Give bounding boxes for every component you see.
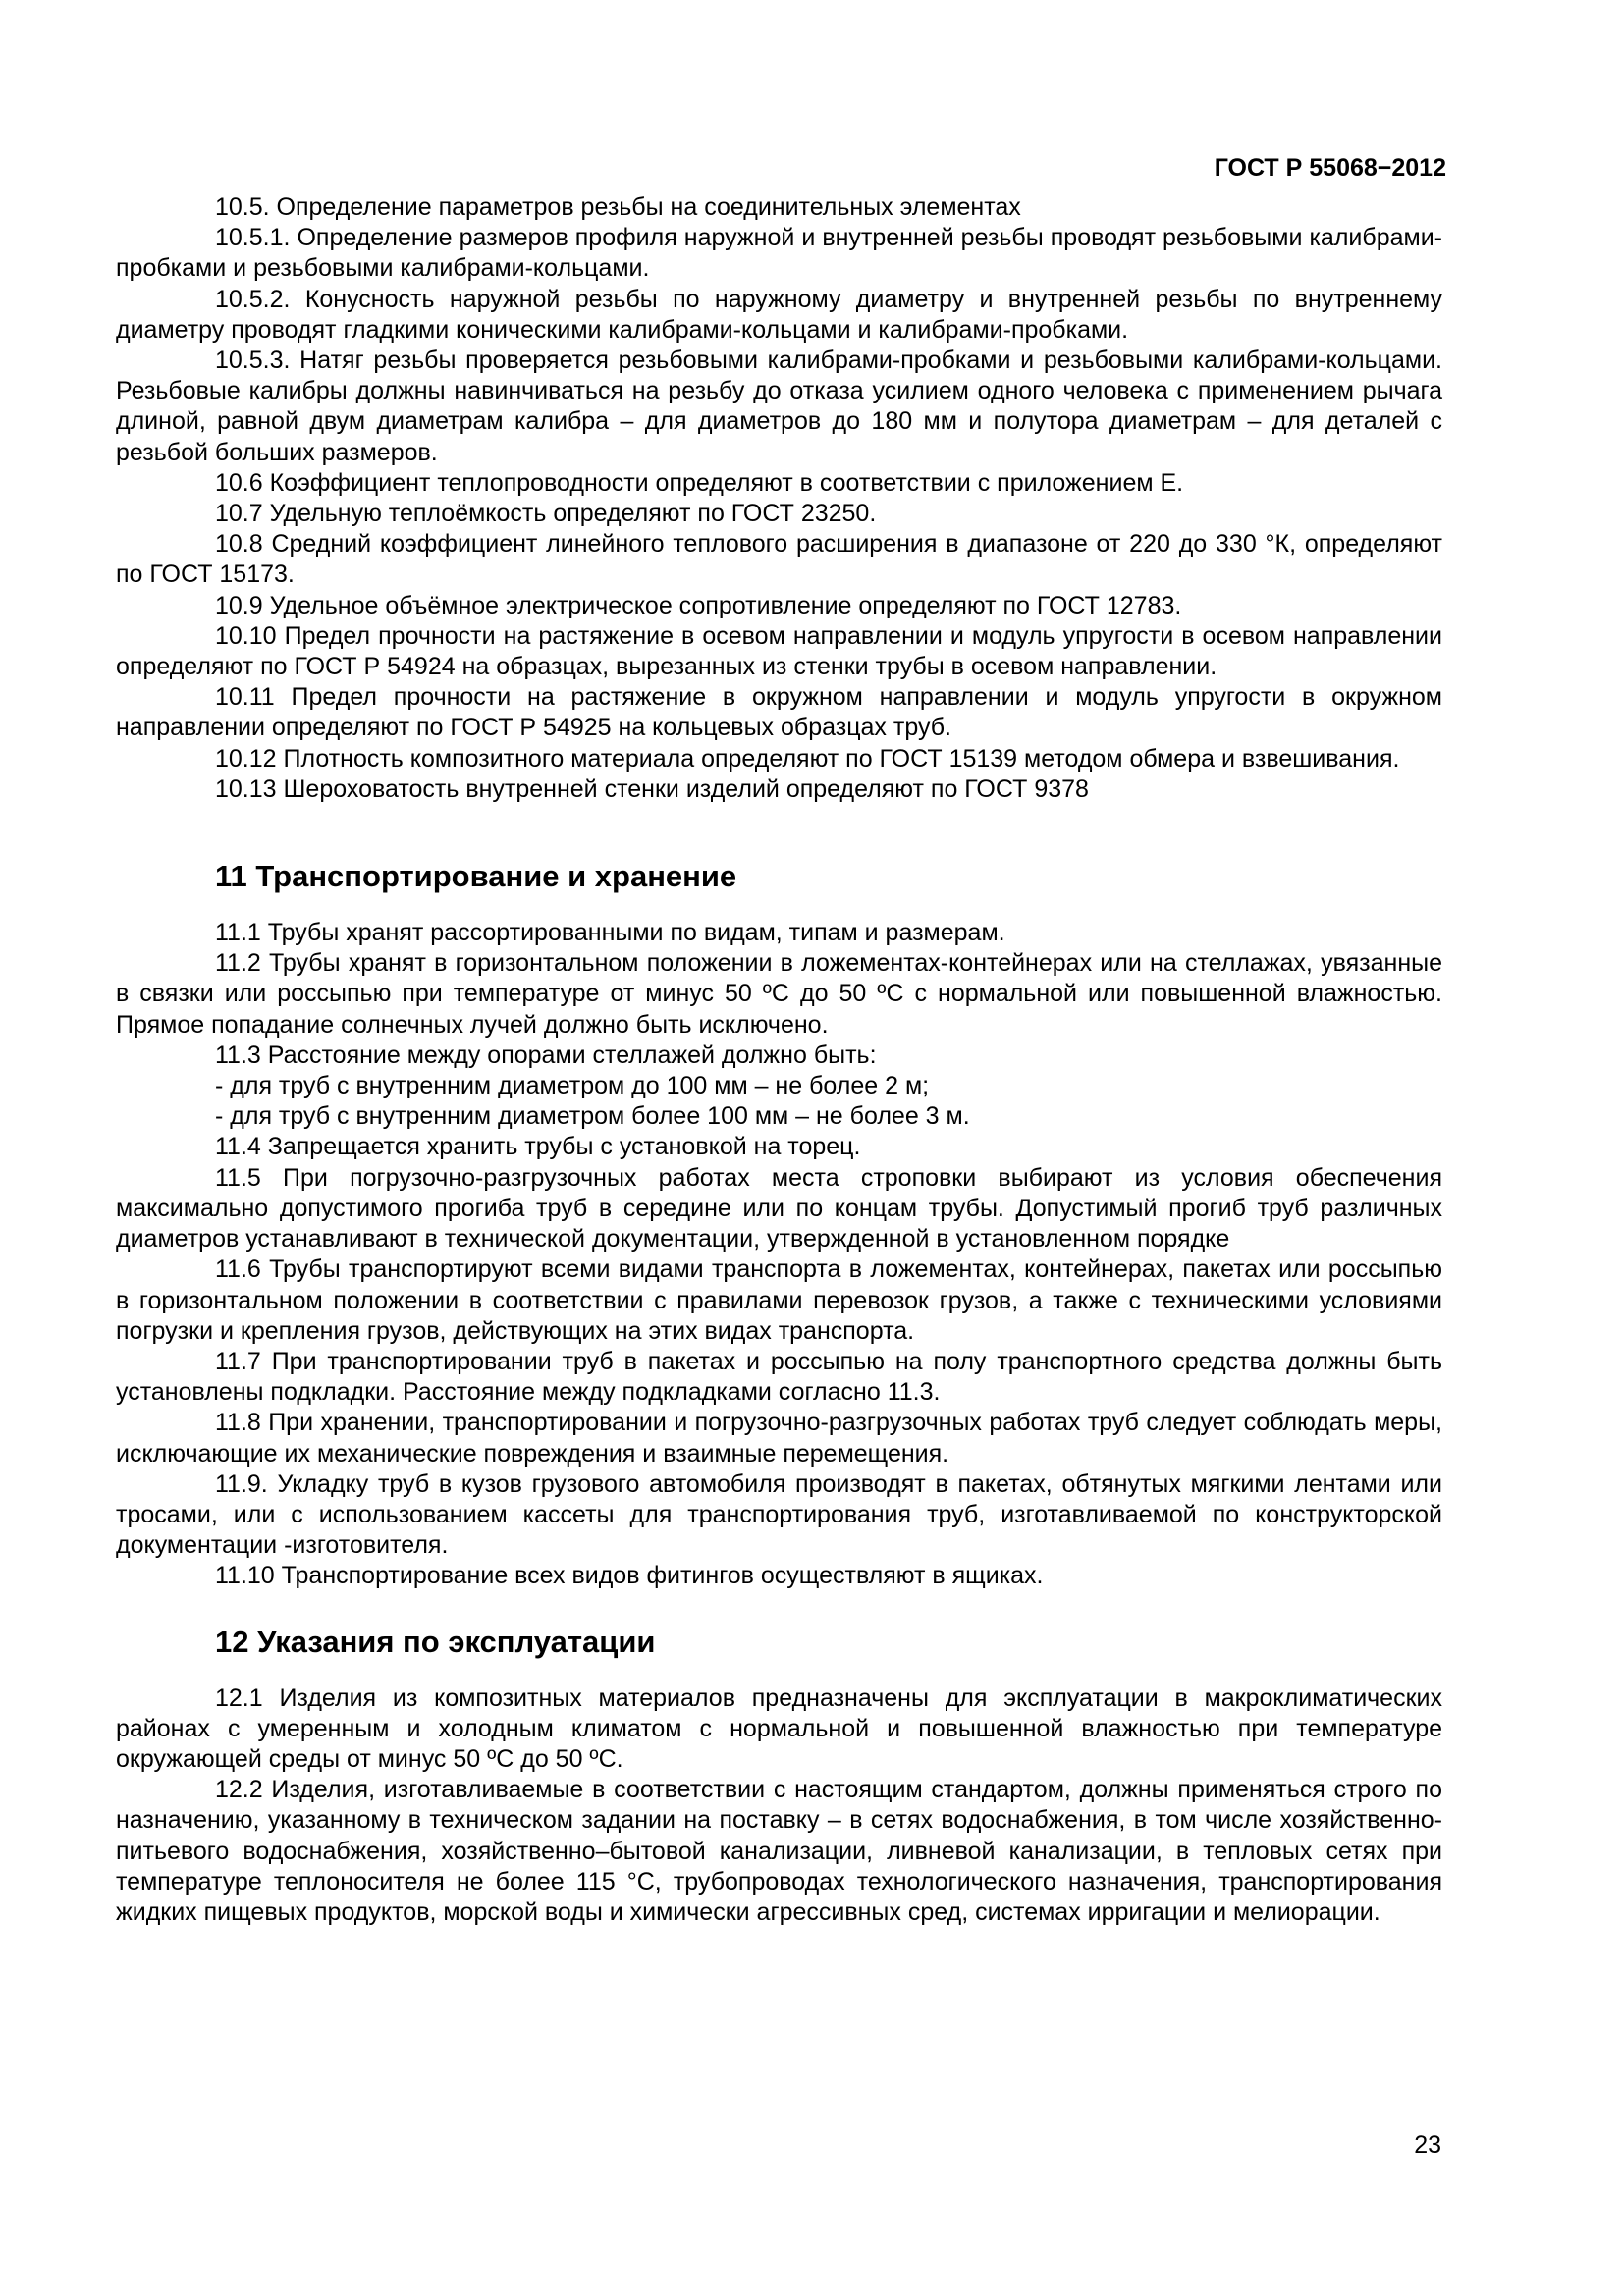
document-body (116, 192, 1442, 1928)
paragraph-10-7: 10.7 Удельную теплоёмкость определяют по ГОСТ 23250. (215, 500, 877, 528)
page-number: 23 (1414, 2131, 1441, 2159)
list-item-11-3-b: - для труб с внутренним диаметром более 100 мм – не более 3 м. (215, 1102, 970, 1131)
paragraph-10-10: 10.10 Предел прочности на растяжение в осевом направлении и модуль упругости в осевом направлении определяют по ГОСТ Р 54924 на образцах, вырезанных из стенки трубы в осевом направлении. (116, 621, 1442, 681)
spacer (116, 1592, 1442, 1623)
spacer (116, 1662, 1442, 1683)
paragraph-11-7: 11.7 При транспортировании труб в пакетах и россыпью на полу транспортного средства должны быть установлены подкладки. Расстояние между подкладками согласно 11.3. (116, 1347, 1442, 1407)
paragraph-10-5-3: 10.5.3. Натяг резьбы проверяется резьбовыми калибрами-пробками и резьбовыми калибрами-кольцами. Резьбовые калибры должны навинчиваться на резьбу до отказа усилием одного человека с применением рычага длиной, равной двум диаметрам калибра – для диаметров до 180 мм и полутора диаметрам – для деталей с резьбой больших размеров. (116, 347, 1442, 466)
section-11-heading: 11 Транспортирование и хранение (215, 859, 737, 894)
section-12-heading: 12 Указания по эксплуатации (215, 1624, 656, 1659)
paragraph-11-1: 11.1 Трубы хранят рассортированными по видам, типам и размерам. (215, 919, 1005, 947)
paragraph-10-9: 10.9 Удельное объёмное электрическое сопротивление определяют по ГОСТ 12783. (215, 591, 1182, 619)
paragraph-11-6: 11.6 Трубы транспортируют всеми видами транспорта в ложементах, контейнерах, пакетах или россыпью в горизонтальном положении в соответствии с правилами перевозок грузов, а также с техническими условиями погрузки и крепления грузов, действующих на этих видах транспорта. (116, 1255, 1442, 1345)
spacer (116, 896, 1442, 918)
paragraph-11-3: 11.3 Расстояние между опорами стеллажей должно быть: (215, 1041, 877, 1069)
paragraph-10-5-2: 10.5.2. Конусность наружной резьбы по наружному диаметру и внутренней резьбы по внутреннему диаметру проводят гладкими коническими калибрами-кольцами и калибрами-пробками. (116, 285, 1442, 344)
paragraph-11-5: 11.5 При погрузочно-разгрузочных работах места строповки выбирают из условия обеспечения максимально допустимого прогиба труб в середине или по концам трубы. Допустимый прогиб труб различных диаметров устанавливают в технической документации, утвержденной в установленном порядке (116, 1163, 1442, 1254)
paragraph-10-12: 10.12 Плотность композитного материала определяют по ГОСТ 15139 методом обмера и взвешивания. (215, 744, 1400, 773)
paragraph-12-2: 12.2 Изделия, изготавливаемые в соответствии с настоящим стандартом, должны применяться строго по назначению, указанному в техническом задании на поставку – в сетях водоснабжения, в том числе хозяйственно-питьевого водоснабжения, хозяйственно–бытовой канализации, ливневой канализации, в тепловых сетях при температуре теплоносителя не более 115 °С, трубопроводах технологического назначения, транспортирования жидких пищевых продуктов, морской воды и химически агрессивных сред, системах ирригации и мелиорации. (116, 1776, 1442, 1926)
paragraph-11-10: 11.10 Транспортирование всех видов фитингов осуществляют в ящиках. (215, 1562, 1044, 1590)
paragraph-10-5: 10.5. Определение параметров резьбы на соединительных элементах (215, 193, 1021, 221)
paragraph-11-2: 11.2 Трубы хранят в горизонтальном положении в ложементах-контейнерах или на стеллажах, увязанные в связки или россыпью при температуре от минус 50 ºС до 50 ºС с нормальной или повышенной влажностью. Прямое попадание солнечных лучей должно быть исключено. (116, 949, 1442, 1039)
list-item-11-3-a: - для труб с внутренним диаметром до 100 мм – не более 2 м; (215, 1072, 930, 1100)
standard-number: ГОСТ Р 55068−2012 (1214, 154, 1446, 182)
paragraph-11-4: 11.4 Запрещается хранить трубы с установкой на торец. (215, 1133, 861, 1161)
paragraph-12-1: 12.1 Изделия из композитных материалов предназначены для эксплуатации в макроклиматических районах с умеренным и холодным климатом с нормальной и повышенной влажностью при температуре окружающей среды от минус 50 ºС до 50 ºС. (116, 1683, 1442, 1773)
paragraph-10-11: 10.11 Предел прочности на растяжение в окружном направлении и модуль упругости в окружном направлении определяют по ГОСТ Р 54925 на кольцевых образцах труб. (116, 683, 1442, 742)
paragraph-11-9: 11.9. Укладку труб в кузов грузового автомобиля производят в пакетах, обтянутых мягкими лентами или тросами, или с использованием кассеты для транспортирования труб, изготавливаемой по конструкторской документации -изготовителя. (116, 1469, 1442, 1560)
paragraph-10-6: 10.6 Коэффициент теплопроводности определяют в соответствии с приложением Е. (215, 468, 1184, 497)
paragraph-10-5-1: 10.5.1. Определение размеров профиля наружной и внутренней резьбы проводят резьбовыми калибрами-пробками и резьбовыми калибрами-кольцами. (116, 224, 1442, 283)
paragraph-11-8: 11.8 При хранении, транспортировании и погрузочно-разгрузочных работах труб следует соблюдать меры, исключающие их механические повреждения и взаимные перемещения. (116, 1409, 1442, 1468)
paragraph-10-13: 10.13 Шероховатость внутренней стенки изделий определяют по ГОСТ 9378 (215, 774, 1089, 803)
paragraph-10-8: 10.8 Средний коэффициент линейного теплового расширения в диапазоне от 220 до 330 °К, определяют по ГОСТ 15173. (116, 530, 1442, 589)
spacer (116, 805, 1442, 857)
document-header (0, 153, 1446, 183)
